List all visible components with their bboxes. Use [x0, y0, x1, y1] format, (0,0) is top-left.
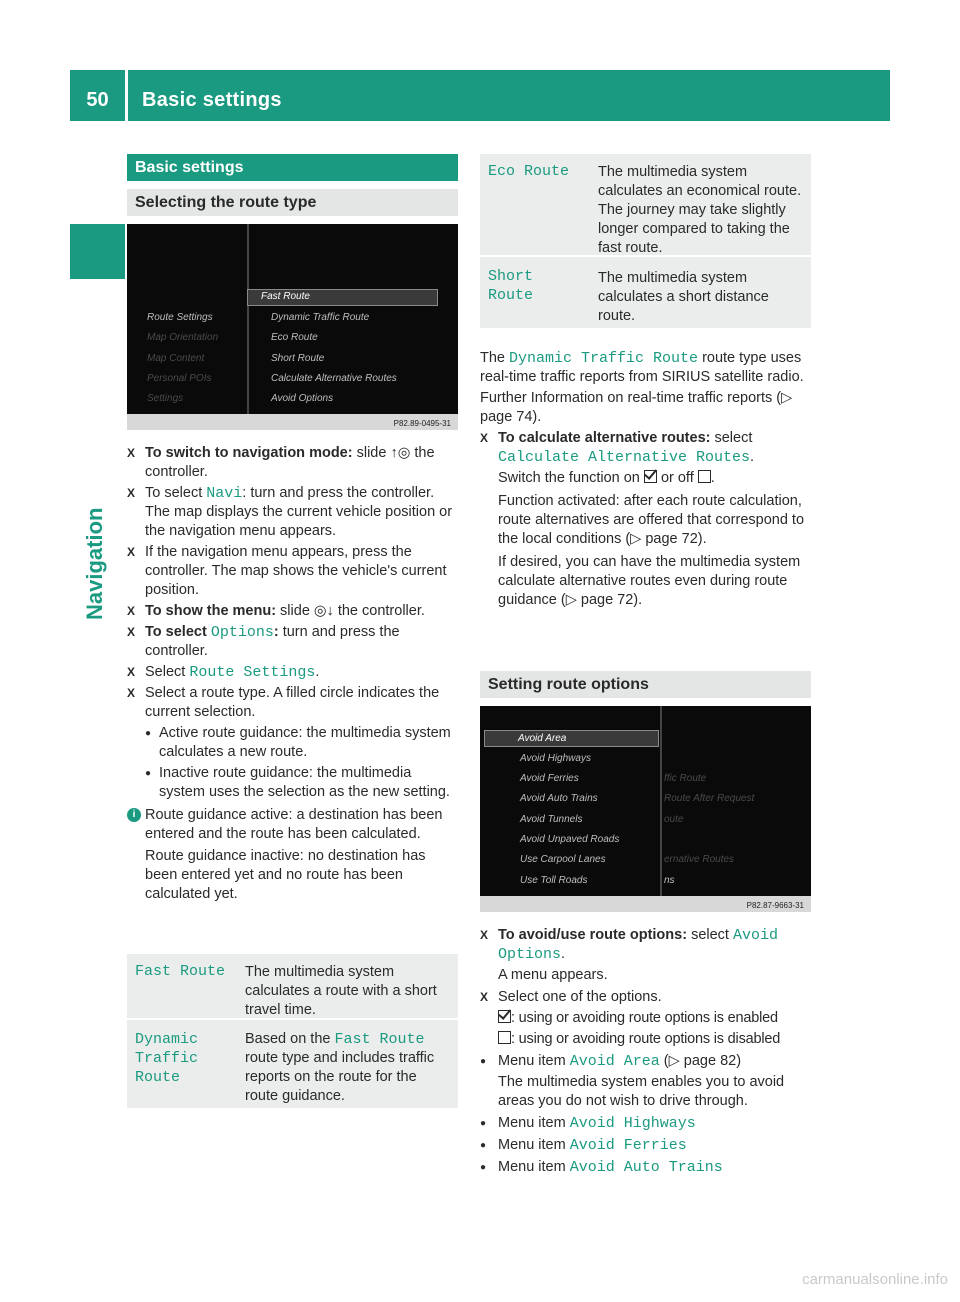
paragraph: The multimedia system enables you to avoid areas you do not wish to drive through.: [498, 1074, 785, 1109]
paragraph: If desired, you can have the multimedia system calculate alternative routes even during route guidance (▷ page 72).: [498, 554, 801, 608]
paragraph: A menu appears.: [498, 967, 608, 983]
table-key: Fast Route: [135, 963, 226, 980]
right-text: [480, 349, 813, 610]
screen-left-item: Personal POIs: [147, 373, 212, 384]
step: X To avoid/use route options: select Avoid Options.: [480, 927, 778, 963]
screen-bg-item: Route After Request: [664, 793, 755, 804]
checkbox-on-icon: [498, 1010, 511, 1023]
highlight-bar: [484, 730, 659, 747]
table-value: The multimedia system calculates a short distance route.: [598, 270, 769, 324]
step: X To calculate alternative routes: select Calculate Alternative Routes.: [480, 430, 755, 466]
side-tab: [70, 121, 125, 1179]
screen-divider: [660, 706, 662, 896]
screen-right-item: Fast Route: [261, 291, 310, 302]
step: X To select Options: turn and press the controller.: [127, 624, 400, 659]
screen-bg-item: ns: [664, 875, 675, 886]
route-settings-screenshot: [127, 224, 458, 430]
screen-left-item: Map Orientation: [147, 332, 219, 343]
screen-right-item: Calculate Alternative Routes: [271, 373, 397, 384]
left-instructions: [127, 444, 460, 904]
paragraph: The Dynamic Traffic Route route type uses real-time traffic reports from SIRIUS satellite radio.: [480, 350, 804, 385]
screen-item: Avoid Tunnels: [520, 814, 583, 825]
screen-bg-item: oute: [664, 814, 684, 825]
screen-right-item: Eco Route: [271, 332, 318, 343]
side-tab-block: [70, 224, 125, 279]
step: X To show the menu: slide ◎↓ the controller.: [127, 603, 425, 619]
info-note-text: Route guidance inactive: no destination has been entered yet and no route has been calculated yet.: [145, 848, 426, 902]
screen-item: Use Carpool Lanes: [520, 854, 606, 865]
screen-item: Avoid Auto Trains: [520, 793, 598, 804]
header-title: Basic settings: [142, 89, 282, 111]
section-subtitle: Setting route options: [480, 671, 811, 698]
bullet: ● Menu item Avoid Auto Trains: [480, 1159, 723, 1176]
table-key: Short Route: [488, 268, 534, 304]
screen-bg-item: ffic Route: [664, 773, 707, 784]
checkbox-off-icon: [698, 470, 711, 483]
screen-divider: [247, 224, 249, 414]
paragraph: : using or avoiding route options is disabled: [480, 1030, 813, 1049]
table-row: [127, 1020, 458, 1108]
screen-left-item: Route Settings: [147, 312, 213, 323]
bullet: ● Menu item Avoid Highways: [480, 1115, 696, 1132]
paragraph: Switch the function on or off .: [498, 470, 715, 486]
info-icon: i: [127, 808, 141, 822]
table-value: The multimedia system calculates a route with a short travel time.: [245, 964, 437, 1018]
screen-right-item: Avoid Options: [271, 393, 334, 404]
section-title: Basic settings: [127, 154, 458, 181]
step: X Select Route Settings.: [127, 664, 320, 681]
paragraph: : using or avoiding route options is enabled: [480, 1009, 813, 1028]
screen-item: Avoid Unpaved Roads: [520, 834, 620, 845]
checkbox-on-icon: [644, 470, 657, 483]
table-row: [480, 154, 811, 257]
table-row: [127, 954, 458, 1020]
screen-bg-item: ernative Routes: [664, 854, 735, 865]
table-key: Eco Route: [488, 163, 570, 180]
figure-code: P82.87-9663-31: [744, 901, 807, 910]
bullet: ● Active route guidance: the multimedia system calculates a new route.: [145, 725, 451, 760]
screen-item: Use Toll Roads: [520, 875, 588, 886]
screen-left-item: Map Content: [147, 353, 205, 364]
table-value: The multimedia system calculates an economical route. The journey may take slightly longer compared to taking the fast route.: [598, 164, 802, 256]
table-value: Based on the Fast Route route type and includes traffic reports on the route for the route guidance.: [245, 1031, 435, 1104]
route-type-table: [127, 954, 458, 1108]
step: X If the navigation menu appears, press the controller. The map shows the vehicle's current position.: [127, 544, 447, 598]
info-note: i Route guidance active: a destination has been entered and the route has been calculated.: [127, 806, 460, 844]
avoid-options-text: [480, 926, 813, 1179]
paragraph: Further Information on real-time traffic reports (▷ page 74).: [480, 390, 793, 425]
step: X To select Navi: turn and press the controller. The map displays the current vehicle position or the navigation menu appears.: [127, 485, 453, 539]
step: X To switch to navigation mode: slide ↑◎ the controller.: [127, 445, 435, 480]
step: X Select one of the options.: [480, 989, 662, 1005]
page-header: [70, 70, 890, 121]
route-options-screenshot: [480, 706, 811, 912]
paragraph: Function activated: after each route calculation, route alternatives are offered that correspond to the local conditions (▷ page 72).: [498, 493, 805, 547]
screen-right-item: Short Route: [271, 353, 325, 364]
page-number: 50: [86, 89, 109, 111]
screen-left-item: Settings: [147, 393, 184, 404]
table-key: Dynamic Traffic Route: [135, 1031, 199, 1086]
header-divider: [125, 70, 128, 121]
side-tab-label: Navigation: [82, 507, 107, 620]
screen-item: Avoid Area: [518, 733, 567, 744]
bullet: ● Menu item Avoid Area (▷ page 82): [480, 1053, 742, 1070]
checkbox-off-icon: [498, 1031, 511, 1044]
screen-right-item: Dynamic Traffic Route: [271, 312, 370, 323]
table-row: [480, 257, 811, 328]
section-subtitle: Selecting the route type: [127, 189, 458, 216]
bullet: ● Inactive route guidance: the multimedia system uses the selection as the new setting.: [145, 765, 450, 800]
step: X Select a route type. A filled circle indicates the current selection.: [127, 685, 440, 720]
screen-item: Avoid Highways: [520, 753, 591, 764]
figure-code: P82.89-0495-31: [391, 419, 454, 428]
route-type-table-continued: [480, 154, 811, 328]
watermark: carmanualsonline.info: [802, 1271, 948, 1288]
screen-item: Avoid Ferries: [520, 773, 579, 784]
bullet: ● Menu item Avoid Ferries: [480, 1137, 687, 1154]
